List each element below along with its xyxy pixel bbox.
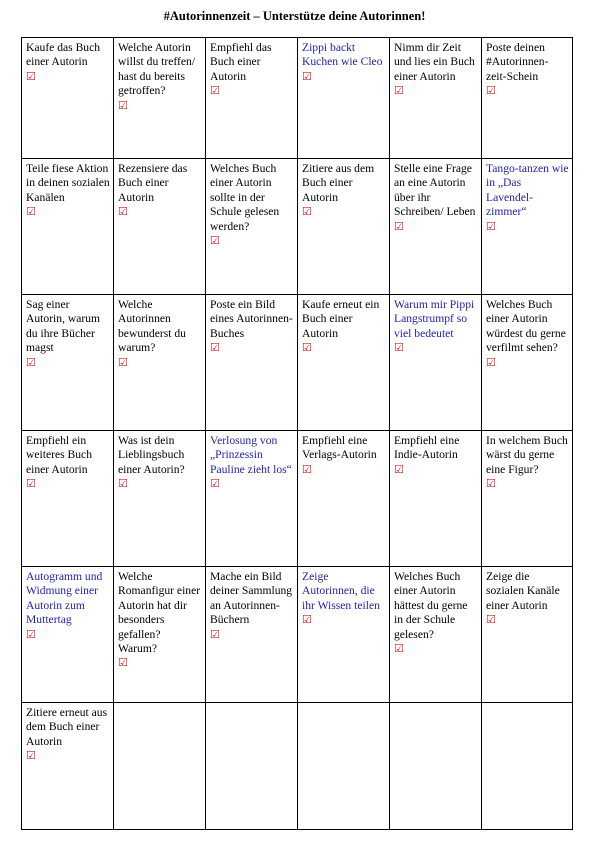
checkbox-checked-icon[interactable]: ☑ (394, 642, 404, 656)
cell-text: Empfiehl eine Indie-Autorin (394, 434, 460, 462)
cell-link-text[interactable]: Tango-tanzen wie in „Das Lavendel-zimmer“ (486, 162, 569, 219)
grid-cell (22, 295, 114, 431)
grid-cell (390, 38, 482, 159)
grid-cell (390, 567, 482, 703)
grid-cell (390, 295, 482, 431)
empty-grid-cell (114, 703, 206, 830)
checkbox-checked-icon[interactable]: ☑ (210, 341, 220, 355)
grid-cell (482, 567, 573, 703)
cell-link-text[interactable]: Zeige Autorinnen, die ihr Wissen teilen (302, 570, 380, 612)
grid-row (22, 295, 573, 431)
cell-link-text[interactable]: Zippi backt Kuchen wie Cleo (302, 41, 383, 69)
grid-cell (22, 38, 114, 159)
checkbox-checked-icon[interactable]: ☑ (486, 477, 496, 491)
cell-text: Rezensiere das Buch einer Autorin (118, 162, 188, 204)
grid-cell (298, 38, 390, 159)
grid-cell (206, 159, 298, 295)
grid-row (22, 38, 573, 159)
cell-text: Sag einer Autorin, warum du ihre Bücher magst (26, 298, 101, 355)
cell-text: Empfiehl ein weiteres Buch einer Autorin (26, 434, 92, 476)
checkbox-checked-icon[interactable]: ☑ (26, 69, 36, 83)
checkbox-checked-icon[interactable]: ☑ (486, 84, 496, 98)
grid-cell (114, 295, 206, 431)
grid-cell (22, 159, 114, 295)
cell-link-text[interactable]: Warum mir Pippi Langstrumpf so viel bedeutet (394, 298, 475, 340)
checkbox-checked-icon[interactable]: ☑ (394, 462, 404, 476)
cell-text: Zitiere erneut aus dem Buch einer Autorin (26, 706, 108, 748)
grid-cell (206, 38, 298, 159)
grid-cell (298, 295, 390, 431)
cell-text: Teile fiese Aktion in deinen sozialen Kanälen (26, 162, 110, 204)
empty-grid-cell (298, 703, 390, 830)
checkbox-checked-icon[interactable]: ☑ (26, 355, 36, 369)
grid-cell (206, 567, 298, 703)
page-title: #Autorinnenzeit – Unterstütze deine Autorinnen! (163, 9, 426, 23)
checkbox-checked-icon[interactable]: ☑ (302, 341, 312, 355)
checkbox-checked-icon[interactable]: ☑ (302, 205, 312, 219)
grid-cell (298, 567, 390, 703)
grid-cell (22, 431, 114, 567)
checkbox-checked-icon[interactable]: ☑ (302, 462, 312, 476)
grid-cell (482, 159, 573, 295)
checkbox-checked-icon[interactable]: ☑ (118, 205, 128, 219)
checkbox-checked-icon[interactable]: ☑ (210, 84, 220, 98)
cell-text: Mache ein Bild deiner Sammlung an Autorinnen-Büchern (210, 570, 293, 627)
cell-text: In welchem Buch wärst du gerne eine Figur? (486, 434, 568, 476)
cell-text: Welche Romanfigur einer Autorin hat dir besonders gefallen? Warum? (118, 570, 201, 656)
cell-text: Poste ein Bild eines Autorinnen-Buches (210, 298, 293, 340)
cell-text: Welches Buch einer Autorin sollte in der Schule gelesen werden? (210, 162, 280, 233)
grid-cell (114, 431, 206, 567)
checkbox-checked-icon[interactable]: ☑ (486, 219, 496, 233)
checkbox-checked-icon[interactable]: ☑ (486, 613, 496, 627)
empty-grid-cell (390, 703, 482, 830)
cell-text: Empfiehl eine Verlags-Autorin (302, 434, 377, 462)
cell-link-text[interactable]: Autogramm und Widmung einer Autorin zum Muttertag (26, 570, 103, 627)
grid-cell (482, 431, 573, 567)
grid-row (22, 703, 573, 830)
checkbox-checked-icon[interactable]: ☑ (26, 749, 36, 763)
checkbox-checked-icon[interactable]: ☑ (210, 627, 220, 641)
checkbox-checked-icon[interactable]: ☑ (210, 477, 220, 491)
cell-text: Was ist dein Lieblingsbuch einer Autorin? (118, 434, 185, 476)
grid-cell (482, 38, 573, 159)
bingo-grid (21, 37, 573, 830)
grid-cell (390, 159, 482, 295)
grid-row (22, 431, 573, 567)
cell-text: Welche Autorinnen bewunderst du warum? (118, 298, 186, 355)
grid-cell (206, 431, 298, 567)
empty-grid-cell (206, 703, 298, 830)
checkbox-checked-icon[interactable]: ☑ (302, 69, 312, 83)
cell-text: Kaufe das Buch einer Autorin (26, 41, 101, 69)
grid-cell (114, 159, 206, 295)
empty-grid-cell (482, 703, 573, 830)
grid-row (22, 159, 573, 295)
cell-text: Nimm dir Zeit und lies ein Buch einer Autorin (394, 41, 475, 83)
grid-cell (298, 159, 390, 295)
cell-text: Empfiehl das Buch einer Autorin (210, 41, 272, 83)
checkbox-checked-icon[interactable]: ☑ (486, 355, 496, 369)
checkbox-checked-icon[interactable]: ☑ (210, 234, 220, 248)
grid-cell (298, 431, 390, 567)
cell-link-text[interactable]: Verlosung von „Prinzessin Pauline zieht los“ (210, 434, 292, 476)
cell-text: Zeige die sozialen Kanäle einer Autorin (486, 570, 560, 612)
checkbox-checked-icon[interactable]: ☑ (118, 477, 128, 491)
cell-text: Stelle eine Frage an eine Autorin über ihr Schreiben/ Leben (394, 162, 476, 219)
checkbox-checked-icon[interactable]: ☑ (394, 219, 404, 233)
grid-cell (22, 703, 114, 830)
checkbox-checked-icon[interactable]: ☑ (394, 341, 404, 355)
grid-cell (114, 567, 206, 703)
cell-text: Kaufe erneut ein Buch einer Autorin (302, 298, 380, 340)
cell-text: Welches Buch einer Autorin hättest du gerne in der Schule gelesen? (394, 570, 468, 641)
cell-text: Welches Buch einer Autorin würdest du gerne verfilmt sehen? (486, 298, 566, 355)
checkbox-checked-icon[interactable]: ☑ (118, 355, 128, 369)
grid-cell (114, 38, 206, 159)
grid-cell (22, 567, 114, 703)
grid-cell (482, 295, 573, 431)
cell-text: Zitiere aus dem Buch einer Autorin (302, 162, 375, 204)
grid-cell (206, 295, 298, 431)
cell-text: Welche Autorin willst du treffen/ hast du bereits getroffen? (118, 41, 196, 98)
grid-cell (390, 431, 482, 567)
checkbox-checked-icon[interactable]: ☑ (26, 627, 36, 641)
checkbox-checked-icon[interactable]: ☑ (302, 613, 312, 627)
checkbox-checked-icon[interactable]: ☑ (118, 656, 128, 670)
grid-row (22, 567, 573, 703)
checkbox-checked-icon[interactable]: ☑ (26, 205, 36, 219)
checkbox-checked-icon[interactable]: ☑ (394, 84, 404, 98)
checkbox-checked-icon[interactable]: ☑ (26, 477, 36, 491)
checkbox-checked-icon[interactable]: ☑ (118, 98, 128, 112)
cell-text: Poste deinen #Autorinnen-zeit-Schein (486, 41, 549, 83)
